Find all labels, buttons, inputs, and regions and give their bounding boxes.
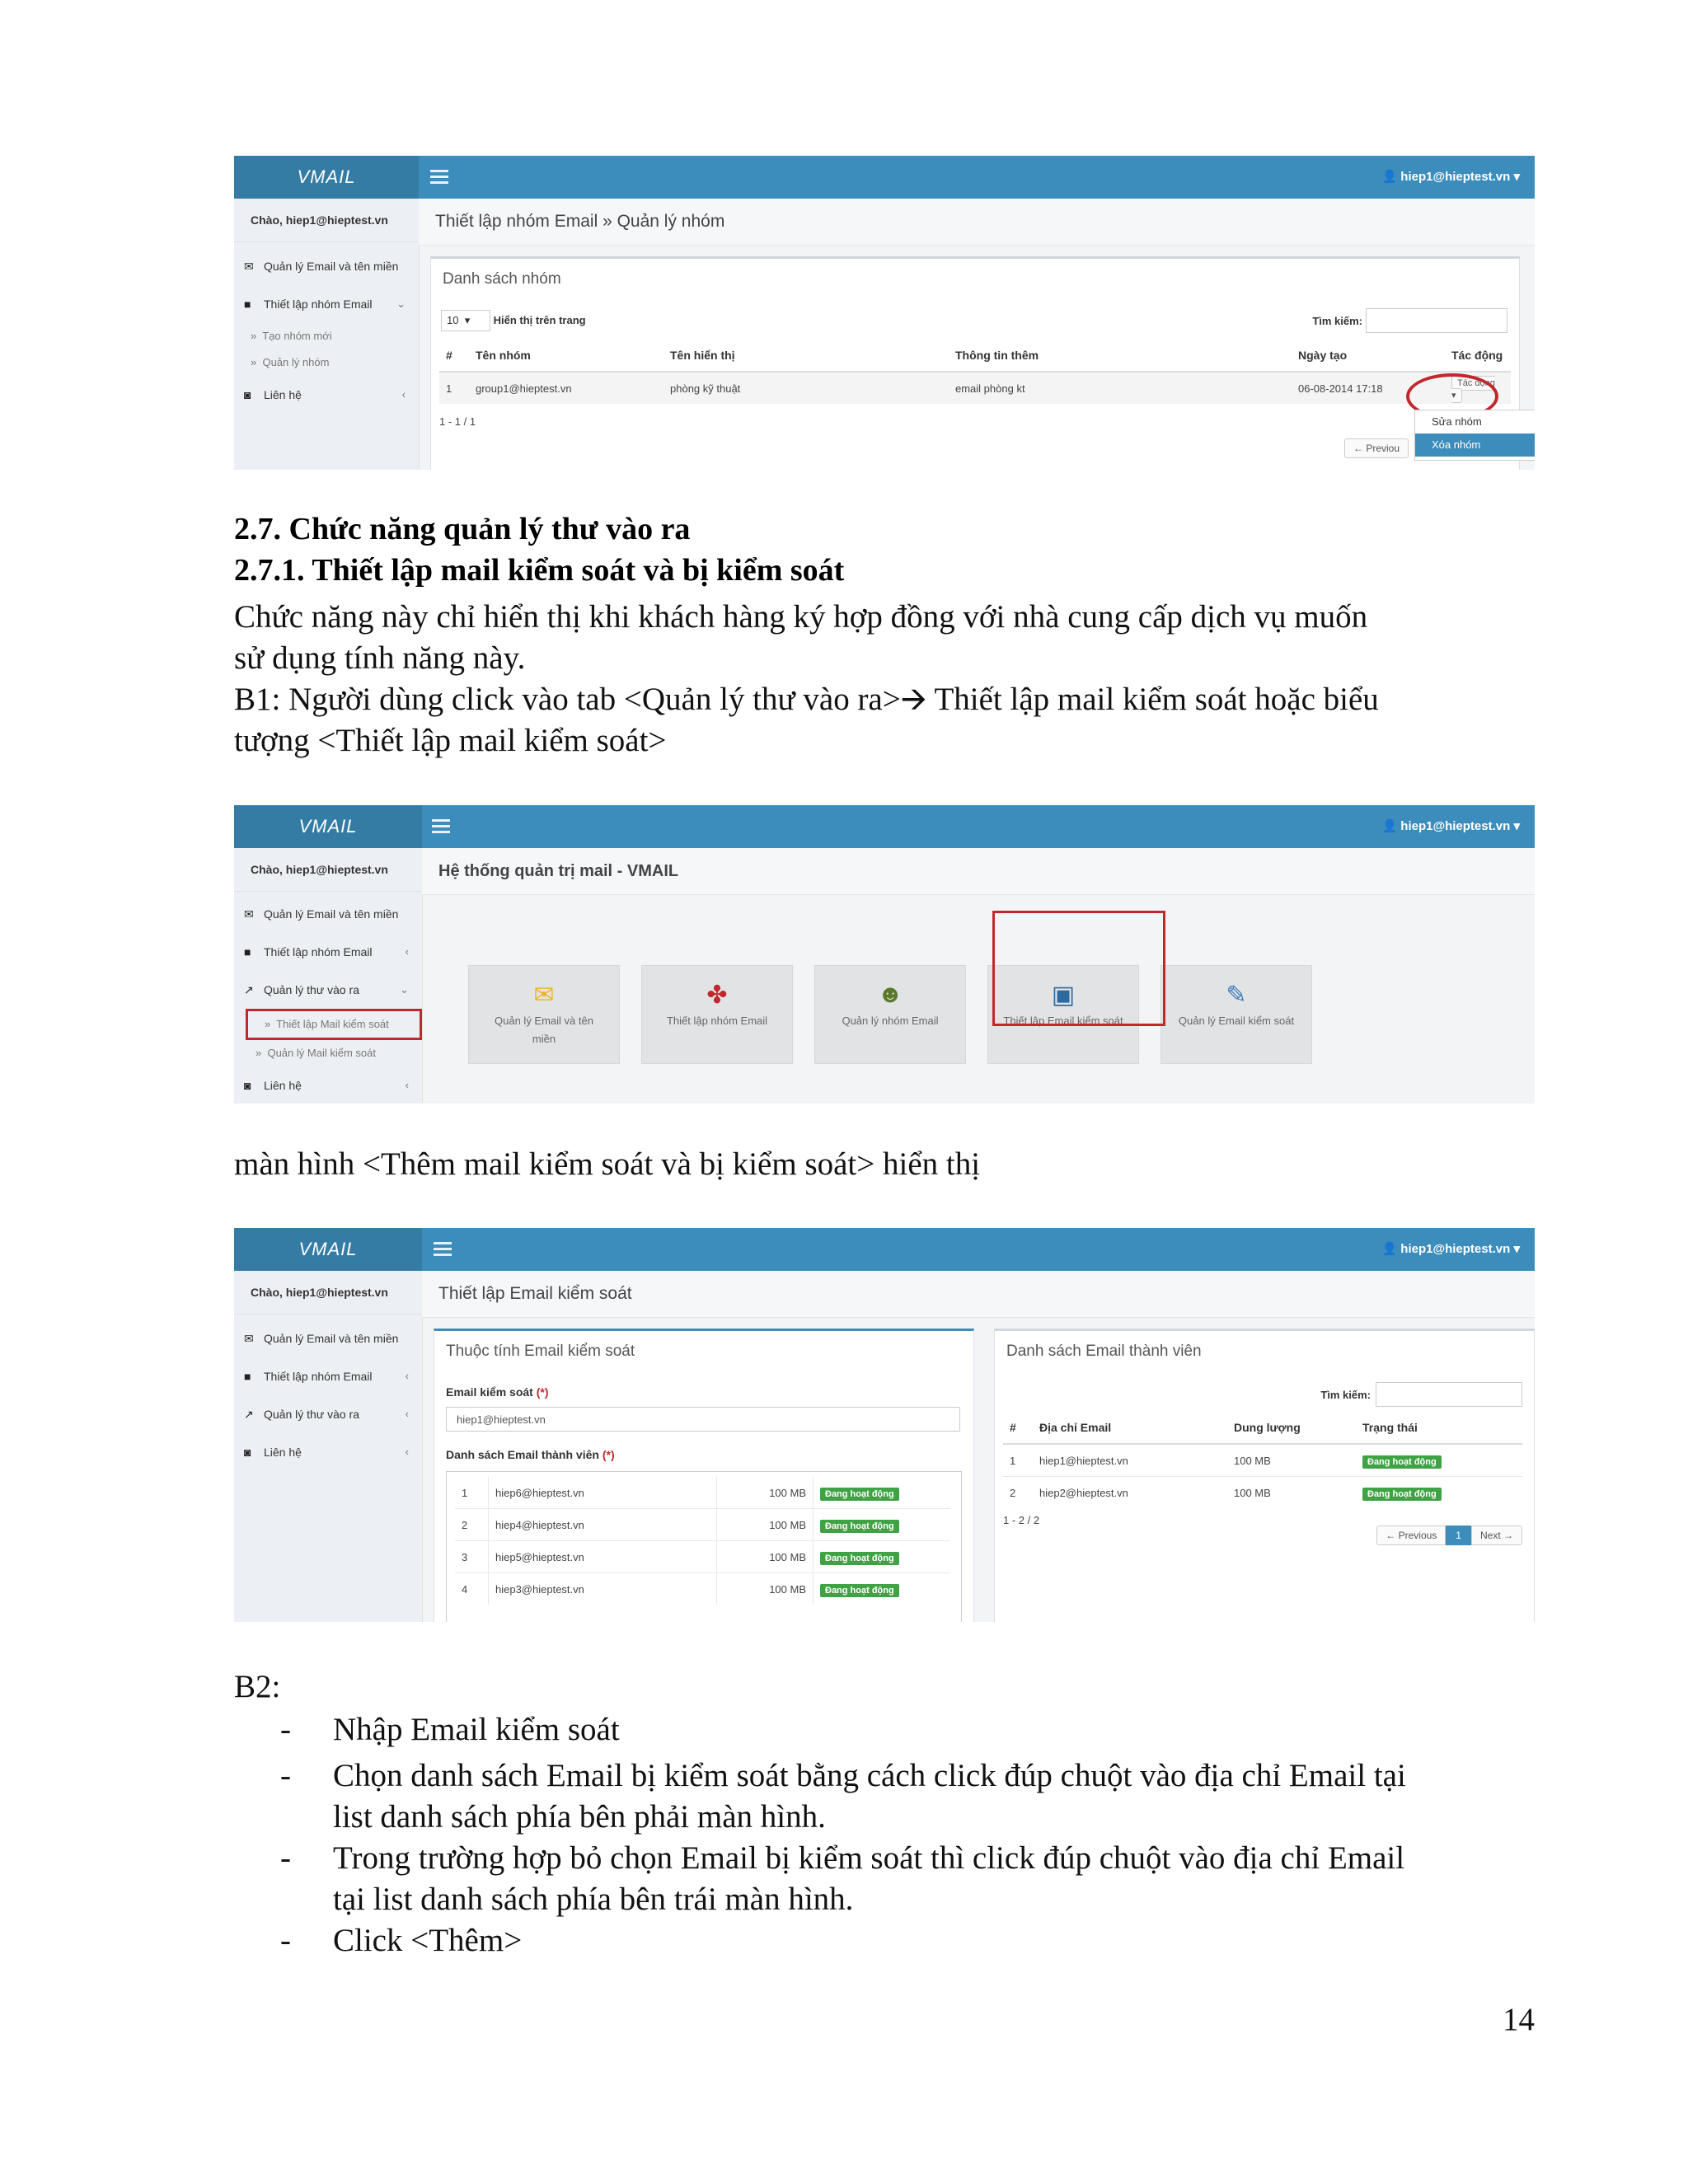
tile-group-setup[interactable] (641, 965, 793, 1064)
cell-num: 1 (439, 372, 469, 404)
pagination (1376, 1526, 1522, 1545)
status-badge: Đang hoạt động (1362, 1455, 1442, 1469)
members-label (446, 1448, 615, 1461)
share-icon: ↗ (244, 983, 254, 996)
main-content (422, 848, 1535, 1104)
chevron-left-icon: ‹ (405, 1446, 409, 1458)
paragraph-line: sử dụng tính năng này. (234, 640, 526, 676)
table-row[interactable] (455, 1477, 950, 1509)
cell-status (814, 1573, 950, 1605)
bullet-dash: - (280, 1758, 291, 1793)
prev-button[interactable]: ← Previou (1344, 438, 1409, 458)
bullet-text: tại list danh sách phía bên trái màn hình. (333, 1882, 854, 1917)
sidebar-item-group-setup[interactable] (234, 1357, 422, 1395)
status-badge: Đang hoạt động (820, 1552, 899, 1565)
sidebar-item-label: Liên hệ (264, 388, 302, 401)
cell-display: phòng kỹ thuật (663, 372, 949, 404)
screenshot-dashboard (234, 805, 1535, 1104)
user-menu[interactable]: 👤 hiep1@hieptest.vn ▾ (1381, 819, 1520, 833)
group-list-box (430, 256, 1520, 470)
manage-icon: ✎ (1226, 982, 1247, 1009)
sidebar-item-contact[interactable] (234, 376, 419, 414)
sidebar (234, 848, 423, 1104)
sidebar-item-label: Quản lý thư vào ra (264, 1408, 359, 1421)
sidebar-item-contact[interactable] (234, 1433, 422, 1471)
tile-manage-control[interactable] (1160, 965, 1312, 1064)
sidebar-item-label: Quản lý thư vào ra (264, 983, 359, 996)
sidebar (234, 1271, 423, 1622)
cell-email: hiep2@hieptest.vn (1033, 1477, 1227, 1509)
group-icon: ✤ (706, 982, 728, 1009)
sidebar-item-label: Liên hệ (264, 1079, 302, 1092)
sidebar-item-label: Thiết lập nhóm Email (264, 1370, 373, 1383)
user-icon: 👤 (1381, 170, 1401, 184)
sidebar-item-label: Thiết lập nhóm Email (264, 945, 373, 958)
top-navbar (234, 1228, 1535, 1271)
user-menu[interactable]: 👤 hiep1@hieptest.vn ▾ (1381, 170, 1520, 184)
col-email: Địa chỉ Email (1033, 1412, 1227, 1444)
menu-item-edit-group[interactable]: Sửa nhóm (1432, 415, 1482, 428)
email-control-label (446, 1385, 549, 1399)
col-size: Dung lượng (1227, 1412, 1356, 1444)
bullet-text: Chọn danh sách Email bị kiểm soát bằng cách click đúp chuột vào địa chỉ Email tại (333, 1758, 1406, 1793)
cell-email: hiep6@hieptest.vn (489, 1477, 717, 1509)
step-label: B2: (234, 1669, 281, 1704)
table-row[interactable] (1003, 1444, 1522, 1477)
page-number: 14 (1503, 2002, 1535, 2037)
col-action: Tác động (1445, 340, 1511, 372)
required-mark: (*) (536, 1385, 549, 1399)
table-header (439, 340, 1511, 372)
box-title: Thuộc tính Email kiểm soát (446, 1343, 635, 1360)
subsection-heading: 2.7.1. Thiết lập mail kiểm soát và bị kiểm soát (234, 553, 845, 588)
tile-label: Thiết lập nhóm Email (666, 1015, 768, 1027)
search-label: Tìm kiếm: (1312, 315, 1362, 327)
col-name: Tên nhóm (469, 340, 663, 372)
sidebar (234, 199, 420, 470)
cell-size: 100 MB (717, 1509, 814, 1541)
greeting: Chào, hiep1@hieptest.vn (234, 1271, 422, 1315)
brand-logo[interactable]: VMAIL (234, 156, 419, 199)
sidebar-item-email-domain[interactable] (234, 1319, 422, 1357)
tile-label: Quản lý Email kiểm soát (1178, 1015, 1295, 1027)
chevron-left-icon: ‹ (405, 1079, 409, 1091)
page-size-value: 10 (447, 314, 459, 326)
screenshot-group-management (234, 156, 1535, 470)
bullet-text: Trong trường hợp bỏ chọn Email bị kiểm soát thì click đúp chuột vào địa chỉ Email (333, 1840, 1405, 1876)
table-header (1003, 1412, 1522, 1444)
tile-label: Quản lý Email và tên miền (495, 1015, 593, 1045)
cell-info: email phòng kt (949, 372, 1292, 404)
control-properties-box (434, 1329, 974, 1622)
brand-logo[interactable]: VMAIL (234, 805, 422, 848)
chevron-left-icon: ‹ (405, 1370, 409, 1382)
tile-label: Thiết lập Email kiểm soát (1003, 1015, 1123, 1027)
user-email: hiep1@hieptest.vn (1400, 170, 1511, 184)
search-input[interactable] (1366, 308, 1507, 333)
cell-email: hiep3@hieptest.vn (489, 1573, 717, 1605)
greeting: Chào, hiep1@hieptest.vn (234, 848, 422, 892)
page-size-select[interactable]: 10 ▾ (441, 310, 490, 331)
user-menu[interactable]: 👤 hiep1@hieptest.vn ▾ (1381, 1242, 1520, 1256)
page-1-button[interactable]: 1 (1446, 1526, 1471, 1545)
contact-icon: ◙ (244, 1079, 251, 1092)
cell-email: hiep4@hieptest.vn (489, 1509, 717, 1541)
sidebar-item-email-domain[interactable] (234, 247, 419, 285)
paragraph-line: tượng <Thiết lập mail kiểm soát> (234, 723, 667, 758)
sidebar-subitem-create-group[interactable]: » Tạo nhóm mới (251, 330, 332, 342)
left-member-table (455, 1477, 950, 1605)
chevron-left-icon: ‹ (405, 1408, 409, 1420)
email-control-input[interactable] (446, 1407, 960, 1432)
envelope-icon: ✉ (533, 982, 555, 1009)
cell-status (814, 1509, 950, 1541)
cell-num: 1 (455, 1477, 489, 1509)
table-range: 1 - 2 / 2 (1003, 1514, 1040, 1526)
folder-icon: ■ (244, 945, 251, 958)
user-email: hiep1@hieptest.vn (1400, 1242, 1511, 1256)
member-list-box (446, 1471, 962, 1622)
chevron-left-icon: ‹ (401, 388, 406, 401)
cell-size: 100 MB (717, 1541, 814, 1573)
paragraph-line: Chức năng này chỉ hiển thị khi khách hàng ký hợp đồng với nhà cung cấp dịch vụ muốn (234, 599, 1368, 635)
sidebar-item-label: Thiết lập nhóm Email (264, 298, 373, 311)
sidebar-item-label: Liên hệ (264, 1446, 302, 1459)
table-row[interactable] (455, 1541, 950, 1573)
status-badge: Đang hoạt động (1362, 1488, 1442, 1501)
screenshot-control-setup (234, 1228, 1535, 1622)
control-icon: ▣ (1051, 982, 1076, 1009)
sidebar-item-group-setup[interactable] (234, 933, 422, 971)
box-title: Danh sách nhóm (443, 270, 561, 288)
cell-status (814, 1541, 950, 1573)
page-size-label: Hiển thị trên trang (493, 314, 586, 326)
col-display: Tên hiển thị (663, 340, 949, 372)
paragraph-line: B1: Người dùng click vào tab <Quản lý thư vào ra>🡪 Thiết lập mail kiểm soát hoặc biểu (234, 682, 1379, 717)
envelope-icon: ✉ (244, 260, 254, 273)
table-row[interactable] (439, 372, 1511, 404)
tile-group-manage[interactable] (814, 965, 966, 1064)
bullet-dash: - (280, 1712, 291, 1747)
sidebar-item-email-domain[interactable] (234, 895, 422, 933)
cell-email: hiep1@hieptest.vn (1033, 1444, 1227, 1477)
menu-toggle-icon[interactable] (430, 170, 448, 187)
envelope-icon: ✉ (244, 907, 254, 921)
cell-num: 2 (1003, 1477, 1033, 1509)
cell-date: 06-08-2014 17:18 (1292, 372, 1445, 404)
field-label-text: Email kiểm soát (446, 1385, 533, 1399)
sidebar-item-contact[interactable] (234, 1066, 422, 1104)
greeting: Chào, hiep1@hieptest.vn (234, 199, 419, 242)
sidebar-item-mail-io[interactable] (234, 1395, 422, 1433)
tile-email-domain[interactable] (468, 965, 620, 1064)
right-member-table (1003, 1412, 1522, 1508)
tile-label: Quản lý nhóm Email (842, 1015, 939, 1027)
cell-num: 1 (1003, 1444, 1033, 1477)
menu-toggle-icon[interactable] (432, 819, 450, 837)
top-navbar (234, 156, 1535, 199)
cell-size: 100 MB (717, 1573, 814, 1605)
cell-num: 4 (455, 1573, 489, 1605)
sidebar-item-mail-io[interactable] (234, 971, 422, 1009)
cell-email: hiep5@hieptest.vn (489, 1541, 717, 1573)
bullet-text: Click <Thêm> (333, 1923, 523, 1958)
chevron-down-icon: ⌄ (396, 298, 406, 310)
box-title: Danh sách Email thành viên (1006, 1343, 1202, 1360)
table-row[interactable] (455, 1573, 950, 1605)
folder-icon: ■ (244, 1370, 251, 1383)
col-info: Thông tin thêm (949, 340, 1292, 372)
table-range: 1 - 1 / 1 (439, 415, 476, 428)
member-list-panel (994, 1329, 1535, 1622)
action-dropdown-menu (1414, 410, 1535, 461)
user-icon: 👤 (1381, 819, 1401, 833)
cell-size: 100 MB (1227, 1444, 1356, 1477)
table-row[interactable] (455, 1509, 950, 1541)
cell-num: 2 (455, 1509, 489, 1541)
status-badge: Đang hoạt động (820, 1584, 899, 1597)
sidebar-item-label: Quản lý Email và tên miền (264, 907, 399, 921)
contact-icon: ◙ (244, 1446, 251, 1459)
cell-status (1356, 1444, 1522, 1477)
field-label-text: Danh sách Email thành viên (446, 1448, 599, 1461)
action-label: Tác động (1457, 378, 1495, 388)
status-badge: Đang hoạt động (820, 1488, 899, 1501)
cell-status (1356, 1477, 1522, 1509)
envelope-icon: ✉ (244, 1332, 254, 1345)
top-navbar (234, 805, 1535, 848)
sidebar-item-label: Quản lý Email và tên miền (264, 260, 399, 273)
chevron-left-icon: ‹ (405, 945, 409, 958)
prev-button[interactable]: ← Previous (1376, 1526, 1446, 1545)
page-title: Thiết lập Email kiểm soát (422, 1271, 1535, 1318)
paragraph-line: màn hình <Thêm mail kiểm soát và bị kiểm soát> hiển thị (234, 1146, 981, 1182)
required-mark: (*) (602, 1448, 615, 1461)
main-content (422, 1271, 1535, 1622)
sidebar-subitem-label: Tạo nhóm mới (262, 330, 332, 342)
next-button[interactable]: Next → (1471, 1526, 1522, 1545)
sidebar-subitem-manage-control[interactable]: » Quản lý Mail kiểm soát (256, 1047, 376, 1059)
user-icon: 👤 (1381, 1242, 1401, 1256)
highlight-box (992, 911, 1165, 1026)
share-icon: ↗ (244, 1408, 254, 1421)
bullet-text: Nhập Email kiểm soát (333, 1712, 620, 1747)
bullet-dash: - (280, 1840, 291, 1876)
menu-item-delete-group[interactable]: Xóa nhóm (1415, 434, 1535, 457)
page-title: Hệ thống quản trị mail - VMAIL (422, 848, 1535, 895)
user-email: hiep1@hieptest.vn (1400, 819, 1511, 833)
sidebar-subitem-label: Quản lý nhóm (262, 356, 330, 368)
chevron-down-icon: ⌄ (400, 983, 409, 996)
cell-status (814, 1477, 950, 1509)
users-icon: ☻ (877, 981, 903, 1008)
section-heading: 2.7. Chức năng quản lý thư vào ra (234, 512, 691, 546)
contact-icon: ◙ (244, 388, 251, 401)
cell-size: 100 MB (1227, 1477, 1356, 1509)
input-value: hiep1@hieptest.vn (457, 1413, 546, 1426)
col-num: # (439, 340, 469, 372)
page-title: Thiết lập nhóm Email » Quản lý nhóm (419, 199, 1535, 246)
search-input[interactable] (1376, 1382, 1522, 1407)
group-table (439, 340, 1511, 404)
sidebar-subitem-setup-control[interactable]: » Thiết lập Mail kiểm soát (246, 1009, 422, 1040)
main-content (419, 199, 1535, 470)
action-dropdown-button[interactable]: Tác động ▾ (1451, 376, 1495, 403)
cell-size: 100 MB (717, 1477, 814, 1509)
menu-toggle-icon[interactable] (434, 1242, 452, 1259)
sidebar-subitem-label: Quản lý Mail kiểm soát (267, 1047, 376, 1059)
status-badge: Đang hoạt động (820, 1520, 899, 1533)
col-date: Ngày tạo (1292, 340, 1445, 372)
table-row[interactable] (1003, 1477, 1522, 1509)
col-num: # (1003, 1412, 1033, 1444)
sidebar-item-label: Quản lý Email và tên miền (264, 1332, 399, 1345)
cell-num: 3 (455, 1541, 489, 1573)
sidebar-subitem-manage-group[interactable]: » Quản lý nhóm (251, 356, 330, 368)
sidebar-subitem-label: Thiết lập Mail kiểm soát (276, 1018, 389, 1030)
folder-icon: ■ (244, 298, 251, 311)
search-label: Tìm kiếm: (1320, 1389, 1371, 1401)
cell-name: group1@hieptest.vn (469, 372, 663, 404)
col-status: Trạng thái (1356, 1412, 1522, 1444)
bullet-text: list danh sách phía bên phải màn hình. (333, 1799, 826, 1835)
sidebar-item-group-setup[interactable] (234, 285, 419, 323)
brand-logo[interactable]: VMAIL (234, 1228, 422, 1271)
page-size-control (441, 310, 586, 331)
bullet-dash: - (280, 1923, 291, 1958)
